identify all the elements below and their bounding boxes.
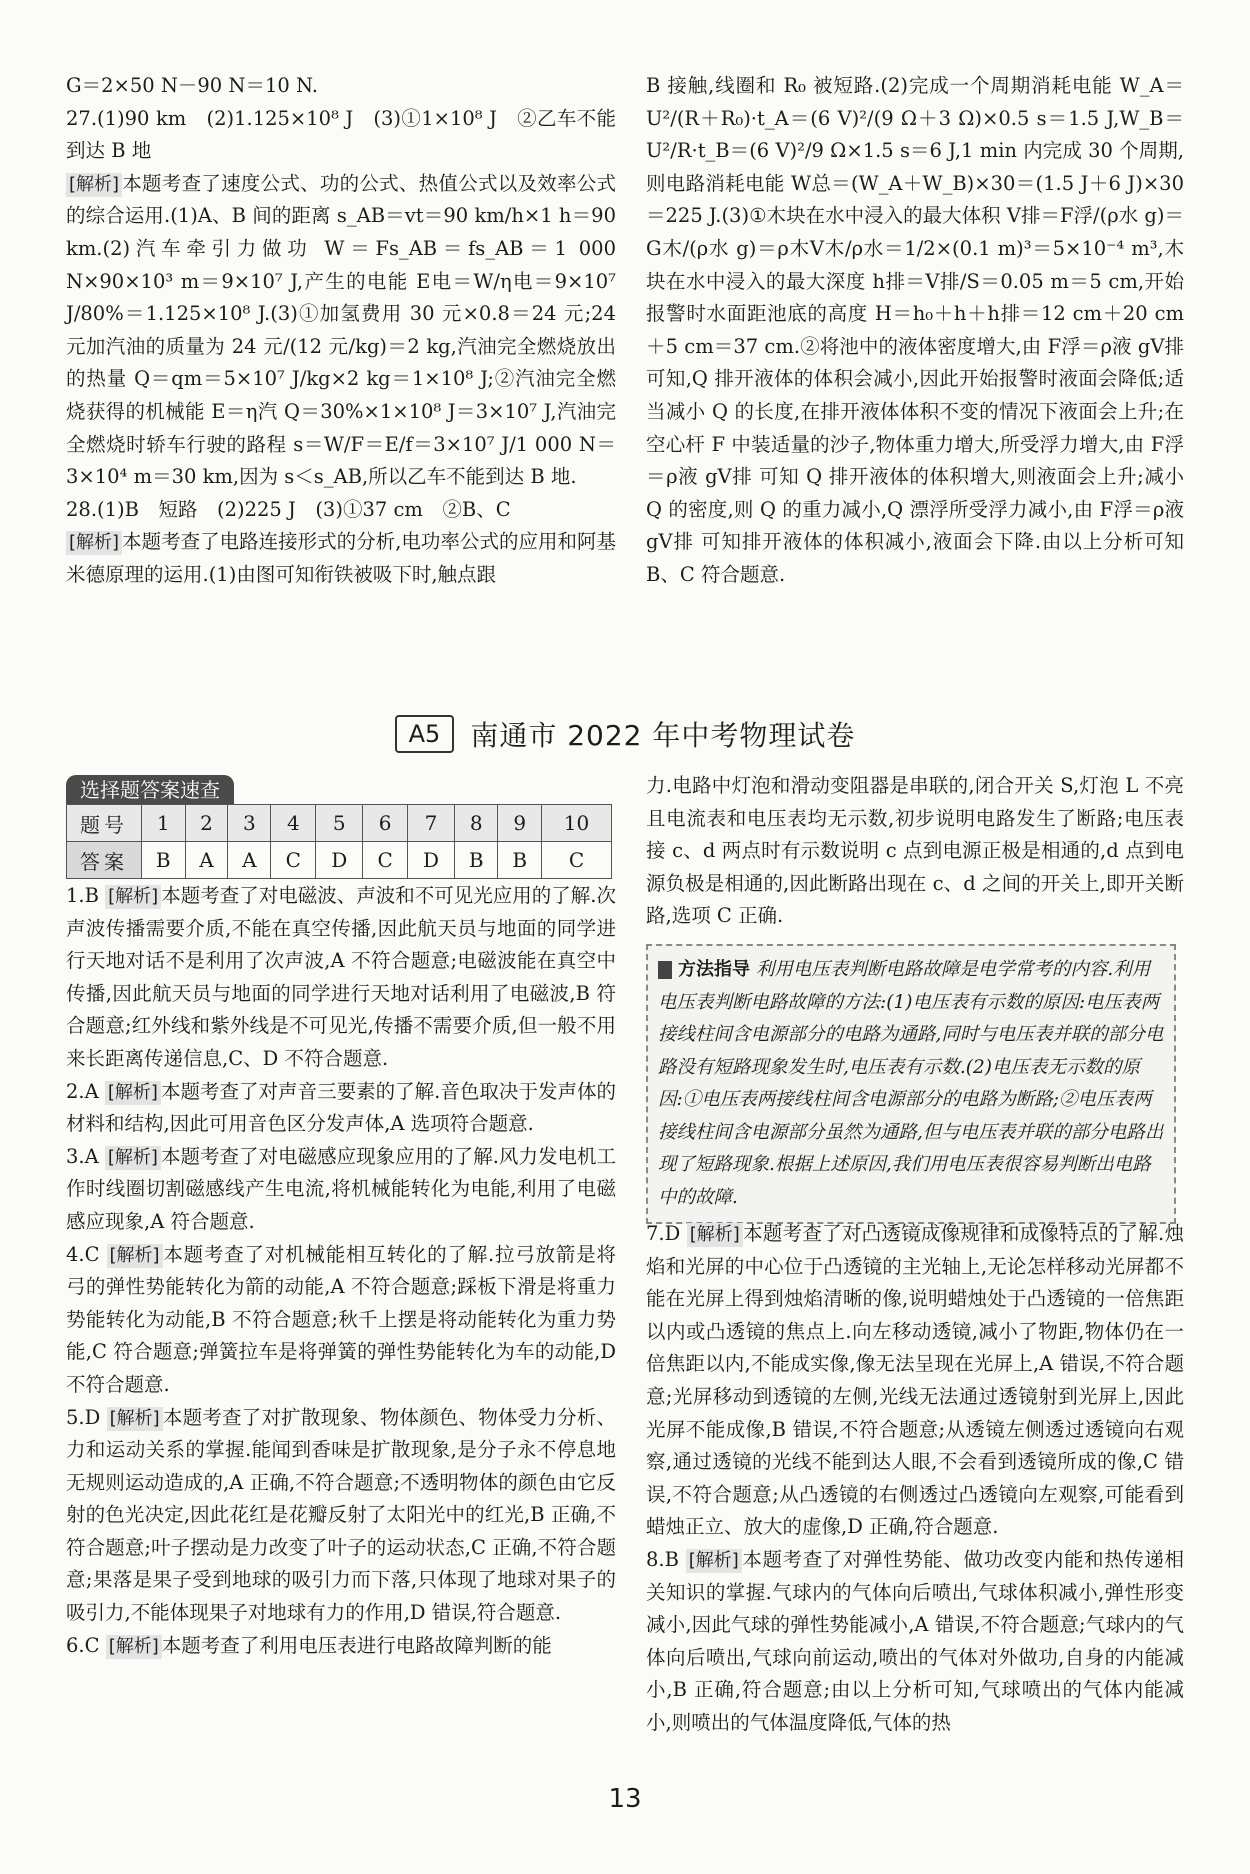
analysis-6 (66, 1630, 616, 1663)
method-tip-box (646, 944, 1176, 1224)
analysis-tag: [解析] (66, 173, 122, 197)
analysis-7 (646, 1218, 1184, 1544)
question-number: 8 (454, 805, 498, 842)
answer-cell: B (454, 842, 498, 879)
analysis-8 (646, 1544, 1184, 1740)
table-row-answers (67, 842, 612, 879)
question-number: 3 (228, 805, 271, 842)
paragraph: G＝2×50 N－90 N＝10 N. (66, 74, 318, 97)
answer-cell: D (408, 842, 455, 879)
question-number: 4 (271, 805, 316, 842)
answer-cell: B (498, 842, 542, 879)
answer-lead: 2.A (66, 1079, 99, 1103)
table-row-numbers (67, 805, 612, 842)
exam-badge: A5 (395, 715, 455, 753)
page-number: 13 (608, 1784, 642, 1814)
analysis-1 (66, 880, 616, 1076)
analysis-text: 本题考查了对电磁波、声波和不可见光应用的了解.次声波传播需要介质,不能在真空传播,因此航天员与地面的同学进行天地对话不是利用了次声波,A 不符合题意;电磁波能在真空中传播,因此航天员与地面的同学进行天地对话利用了电磁波,B 符合题意;红外线和紫外线是不可见光,传播不需要介质,但一般不用来长距离传递信息,C、D 不符合题意. (66, 884, 616, 1070)
question-number: 5 (316, 805, 363, 842)
top-right-column (646, 70, 1184, 592)
row-header: 题号 (67, 805, 142, 842)
analysis-text: 本题考查了电路连接形式的分析,电功率公式的应用和阿基米德原理的运用.(1)由图可知衔铁被吸下时,触点跟 (66, 530, 616, 586)
answer-lead: 4.C (66, 1242, 100, 1266)
analysis-2 (66, 1076, 616, 1141)
answer-27: 27.(1)90 km (2)1.125×10⁸ J (3)①1×10⁸ J ②乙车不能到达 B 地 (66, 106, 616, 163)
answer-cell: C (541, 842, 611, 879)
analysis-4 (66, 1239, 616, 1402)
answer-lead: 7.D (646, 1222, 681, 1245)
quick-answer-label: 选择题答案速查 (66, 775, 234, 805)
analysis-6-continued: 力.电路中灯泡和滑动变阻器是串联的,闭合开关 S,灯泡 L 不亮且电流表和电压表均无示数,初步说明电路发生了断路;电压表接 c、d 两点时有示数说明 c 点到电源正极是相通的,d 点到电源负极是相通的,因此断路出现在 c、d 之间的开关上,即开关断路,选项 C 正确. (646, 774, 1184, 928)
book-icon (658, 961, 672, 979)
analysis-tag: [解析] (686, 1549, 742, 1573)
answer-cell: D (316, 842, 363, 879)
question-number: 10 (541, 805, 611, 842)
analysis-tag: [解析] (106, 1635, 162, 1659)
analysis-tag: [解析] (105, 1146, 161, 1170)
analysis-5 (66, 1402, 616, 1630)
answer-lead: 6.C (66, 1633, 100, 1657)
bottom-right-column (646, 1218, 1184, 1740)
analysis-27 (66, 168, 616, 494)
analysis-28 (66, 526, 616, 591)
answer-cell: B (142, 842, 186, 879)
analysis-tag: [解析] (105, 1081, 161, 1105)
answer-lead: 1.B (66, 884, 99, 907)
exam-title: 南通市 2022 年中考物理试卷 (470, 719, 856, 752)
answer-lead: 3.A (66, 1144, 99, 1168)
question-number: 9 (498, 805, 542, 842)
answer-lead: 5.D (66, 1405, 101, 1429)
answer-cell: C (271, 842, 316, 879)
answer-table (66, 804, 612, 879)
method-tip-text: 利用电压表判断电路故障是电学常考的内容.利用电压表判断电路故障的方法:(1)电压表有示数的原因:电压表两接线柱间含电源部分的电路为通路,同时与电压表并联的部分电路没有短路现象发生时,电压表有示数.(2)电压表无示数的原因:①电压表两接线柱间含电源部分的电路为断路;②电压表两接线柱间含电源部分虽然为通路,但与电压表并联的部分电路出现了短路现象.根据上述原因,我们用电压表很容易判断出电路中的故障. (658, 959, 1164, 1208)
bottom-left-column (66, 880, 616, 1662)
analysis-text: 本题考查了速度公式、功的公式、热值公式以及效率公式的综合运用.(1)A、B 间的距离 s_AB＝vt＝90 km/h×1 h＝90 km.(2)汽车牵引力做功 W＝Fs_AB＝fs_AB＝1 000 N×90×10³ m＝9×10⁷ J,产生的电能 E电＝W/η电＝9×10⁷ J/80%＝1.125×10⁸ J.(3)①加氢费用 30 元×0.8＝24 元;24 元加汽油的质量为 24 元/(12 元/kg)＝2 kg,汽油完全燃烧放出的热量 Q＝qm＝5×10⁷ J/kg×2 kg＝1×10⁸ J;②汽油完全燃烧获得的机械能 E＝η汽 Q＝30%×1×10⁸ J＝3×10⁷ J,汽油完全燃烧时轿车行驶的路程 s＝W/F＝E/f＝3×10⁷ J/1 000 N＝3×10⁴ m＝30 km,因为 s＜s_AB,所以乙车不能到达 B 地. (66, 171, 616, 489)
analysis-3 (66, 1141, 616, 1239)
analysis-text: 本题考查了对扩散现象、物体颜色、物体受力分析、力和运动关系的掌握.能闻到香味是扩散现象,是分子永不停息地无规则运动造成的,A 正确,不符合题意;不透明物体的颜色由它反射的色光决定,因此花红是花瓣反射了太阳光中的红光,B 正确,不符合题意;叶子摆动是力改变了叶子的运动状态,C 正确,不符合题意;果落是果子受到地球的吸引力而下落,只体现了地球对果子的吸引力,不能体现果子对地球有力的作用,D 错误,符合题意. (66, 1405, 616, 1625)
answer-cell: C (363, 842, 408, 879)
question-number: 7 (408, 805, 455, 842)
answer-cell: A (185, 842, 228, 879)
analysis-tag: [解析] (105, 885, 161, 909)
exam-section-header (0, 714, 1250, 754)
row-header: 答案 (67, 842, 142, 879)
bottom-right-column-intro (646, 770, 1184, 933)
answer-28: 28.(1)B 短路 (2)225 J (3)①37 cm ②B、C (66, 497, 511, 521)
analysis-tag: [解析] (107, 1407, 163, 1431)
analysis-text: 本题考查了对电磁感应现象应用的了解.风力发电机工作时线圈切割磁感线产生电流,将机械能转化为电能,利用了电磁感应现象,A 符合题意. (66, 1144, 616, 1233)
question-number: 6 (363, 805, 408, 842)
method-tip-label: 方法指导 (678, 959, 750, 980)
question-number: 1 (142, 805, 186, 842)
answer-cell: A (228, 842, 271, 879)
analysis-tag: [解析] (687, 1223, 743, 1247)
analysis-28-continued: B 接触,线圈和 R₀ 被短路.(2)完成一个周期消耗电能 W_A＝U²/(R＋R₀)·t_A＝(6 V)²/(9 Ω＋3 Ω)×0.5 s＝1.5 J,W_B＝U²/R·t_B＝(6 V)²/9 Ω×1.5 s＝6 J,1 min 内完成 30 个周期,则电路消耗电能 W总＝(W_A＋W_B)×30＝(1.5 J＋6 J)×30＝225 J.(3)①木块在水中浸入的最大体积 V排＝F浮/(ρ水 g)＝G木/(ρ水 g)＝ρ木V木/ρ水＝1/2×(0.1 m)³＝5×10⁻⁴ m³,木块在水中浸入的最大深度 h排＝V排/S＝0.05 m＝5 cm,开始报警时水面距池底的高度 H＝h₀＋h＋h排＝12 cm＋20 cm＋5 cm＝37 cm.②将池中的液体密度增大,由 F浮＝ρ液 gV排 可知,Q 排开液体的体积会减小,因此开始报警时液面会降低;适当减小 Q 的长度,在排开液体体积不变的情况下液面会上升;在空心杆 F 中装适量的沙子,物体重力增大,所受浮力增大,由 F浮＝ρ液 gV排 可知 Q 排开液体的体积增大,则液面会上升;减小 Q 的密度,则 Q 的重力减小,Q 漂浮所受浮力减小,由 F浮＝ρ液 gV排 可知排开液体的体积减小,液面会下降.由以上分析可知 B、C 符合题意. (646, 74, 1184, 586)
question-number: 2 (185, 805, 228, 842)
top-left-column (66, 70, 616, 592)
analysis-tag: [解析] (66, 531, 122, 555)
analysis-text: 本题考查了对机械能相互转化的了解.拉弓放箭是将弓的弹性势能转化为箭的动能,A 不符合题意;踩板下滑是将重力势能转化为动能,B 不符合题意;秋千上摆是将动能转化为重力势能,C 符合题意;弹簧拉车是将弹簧的弹性势能转化为车的动能,D 不符合题意. (66, 1242, 617, 1396)
analysis-text: 本题考查了对声音三要素的了解.音色取决于发声体的材料和结构,因此可用音色区分发声体,A 选项符合题意. (66, 1079, 616, 1136)
answer-lead: 8.B (646, 1547, 679, 1571)
analysis-text: 本题考查了对弹性势能、做功改变内能和热传递相关知识的掌握.气球内的气体向后喷出,气球体积减小,弹性形变减小,因此气球的弹性势能减小,A 错误,不符合题意;气球内的气体向后喷出,气球向前运动,喷出的气体对外做功,自身的内能减小,B 正确,符合题意;由以上分析可知,气球喷出的气体内能减小,则喷出的气体温度降低,气体的热 (646, 1547, 1184, 1734)
analysis-tag: [解析] (107, 1244, 163, 1268)
analysis-text: 本题考查了对凸透镜成像规律和成像特点的了解.烛焰和光屏的中心位于凸透镜的主光轴上,无论怎样移动光屏都不能在光屏上得到烛焰清晰的像,说明蜡烛处于凸透镜的一倍焦距以内或凸透镜的焦点上.向左移动透镜,减小了物距,物体仍在一倍焦距以内,不能成实像,像无法呈现在光屏上,A 错误,不符合题意;光屏移动到透镜的左侧,光线无法通过透镜射到光屏上,因此光屏不能成像,B 错误,不符合题意;从透镜左侧透过透镜向右观察,通过透镜的光线不能到达人眼,不会看到透镜所成的像,C 错误,不符合题意;从凸透镜的右侧透过凸透镜向左观察,可能看到蜡烛正立、放大的虚像,D 正确,符合题意. (646, 1222, 1184, 1539)
analysis-text: 本题考查了利用电压表进行电路故障判断的能 (161, 1633, 552, 1657)
